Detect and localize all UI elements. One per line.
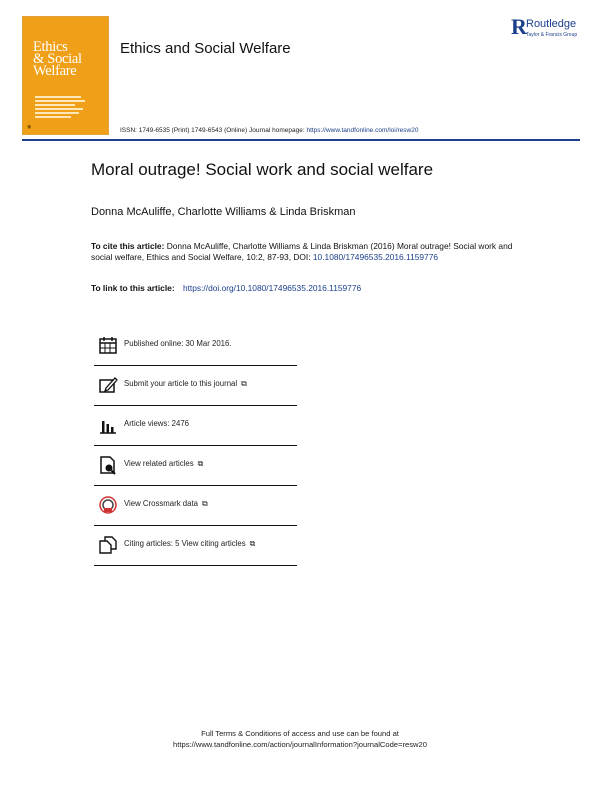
footer-terms-text: Full Terms & Conditions of access and use can be found at xyxy=(201,729,399,738)
external-link-icon: ⧉ xyxy=(201,499,208,508)
journal-cover xyxy=(22,16,109,135)
article-authors: Donna McAuliffe, Charlotte Williams & Linda Briskman xyxy=(91,206,356,218)
pencil-icon xyxy=(98,375,118,395)
cover-title-line: Welfare xyxy=(33,63,77,79)
cite-text: Donna McAuliffe, Charlotte Williams & Linda Briskman (2016) Moral outrage! Social work and social welfare, Ethics and Social Welfare, 10:2, 87-93, DOI: xyxy=(91,241,513,262)
meta-published-online xyxy=(94,325,297,366)
meta-crossmark[interactable] xyxy=(94,485,297,526)
routledge-r-icon: R xyxy=(511,14,527,39)
external-link-icon: ⧉ xyxy=(197,459,204,468)
citing-articles-icon xyxy=(98,535,118,555)
submit-article-link[interactable] xyxy=(124,379,247,389)
cite-label: To cite this article: xyxy=(91,241,165,251)
crossmark-icon xyxy=(98,495,118,515)
meta-submit-article[interactable] xyxy=(94,365,297,406)
journal-homepage-link[interactable]: https://www.tandfonline.com/loi/resw20 xyxy=(306,127,419,134)
issn-line xyxy=(120,127,418,134)
cover-publisher-logo: ◉ xyxy=(27,124,32,130)
meta-article-views xyxy=(94,405,297,446)
journal-title[interactable]: Ethics and Social Welfare xyxy=(120,40,291,57)
published-online-label: Published online: 30 Mar 2016. xyxy=(124,339,232,348)
cover-title xyxy=(33,41,82,77)
publisher-subtitle: Taylor & Francis Group xyxy=(526,32,578,38)
citing-articles-label: Citing articles: 5 View citing articles xyxy=(124,539,246,548)
publisher-name: Routledge xyxy=(526,18,577,30)
article-link-row xyxy=(91,283,361,293)
related-articles-link[interactable] xyxy=(124,459,203,469)
cover-title-line: & Social xyxy=(33,51,82,67)
article-views-label: Article views: 2476 xyxy=(124,419,190,428)
article-title: Moral outrage! Social work and social welfare xyxy=(91,160,434,179)
crossmark-label: View Crossmark data xyxy=(124,499,198,508)
bar-chart-icon xyxy=(98,415,118,435)
external-link-icon: ⧉ xyxy=(241,379,247,388)
issn-text: ISSN: 1749-6535 (Print) 1749-6543 (Online) Journal homepage: xyxy=(120,127,305,134)
external-link-icon: ⧉ xyxy=(249,539,256,548)
document-search-icon xyxy=(98,455,118,475)
cover-text-lines xyxy=(35,96,87,120)
meta-related-articles[interactable] xyxy=(94,445,297,486)
citing-articles-link[interactable] xyxy=(124,539,255,549)
crossmark-link[interactable] xyxy=(124,499,208,509)
related-articles-label: View related articles xyxy=(124,459,194,468)
link-label: To link to this article: xyxy=(91,283,175,293)
citation-block xyxy=(91,241,521,263)
cover-title-line: Ethics xyxy=(33,39,68,55)
footer-terms-link[interactable]: https://www.tandfonline.com/action/journalInformation?journalCode=resw20 xyxy=(173,740,427,749)
calendar-icon xyxy=(98,335,118,355)
header-divider xyxy=(22,139,580,141)
article-doi-link[interactable]: https://doi.org/10.1080/17496535.2016.1159776 xyxy=(182,283,362,293)
submit-article-label: Submit your article to this journal xyxy=(124,379,238,388)
cite-doi-link[interactable]: 10.1080/17496535.2016.1159776 xyxy=(312,252,439,262)
meta-citing-articles[interactable] xyxy=(94,525,297,566)
